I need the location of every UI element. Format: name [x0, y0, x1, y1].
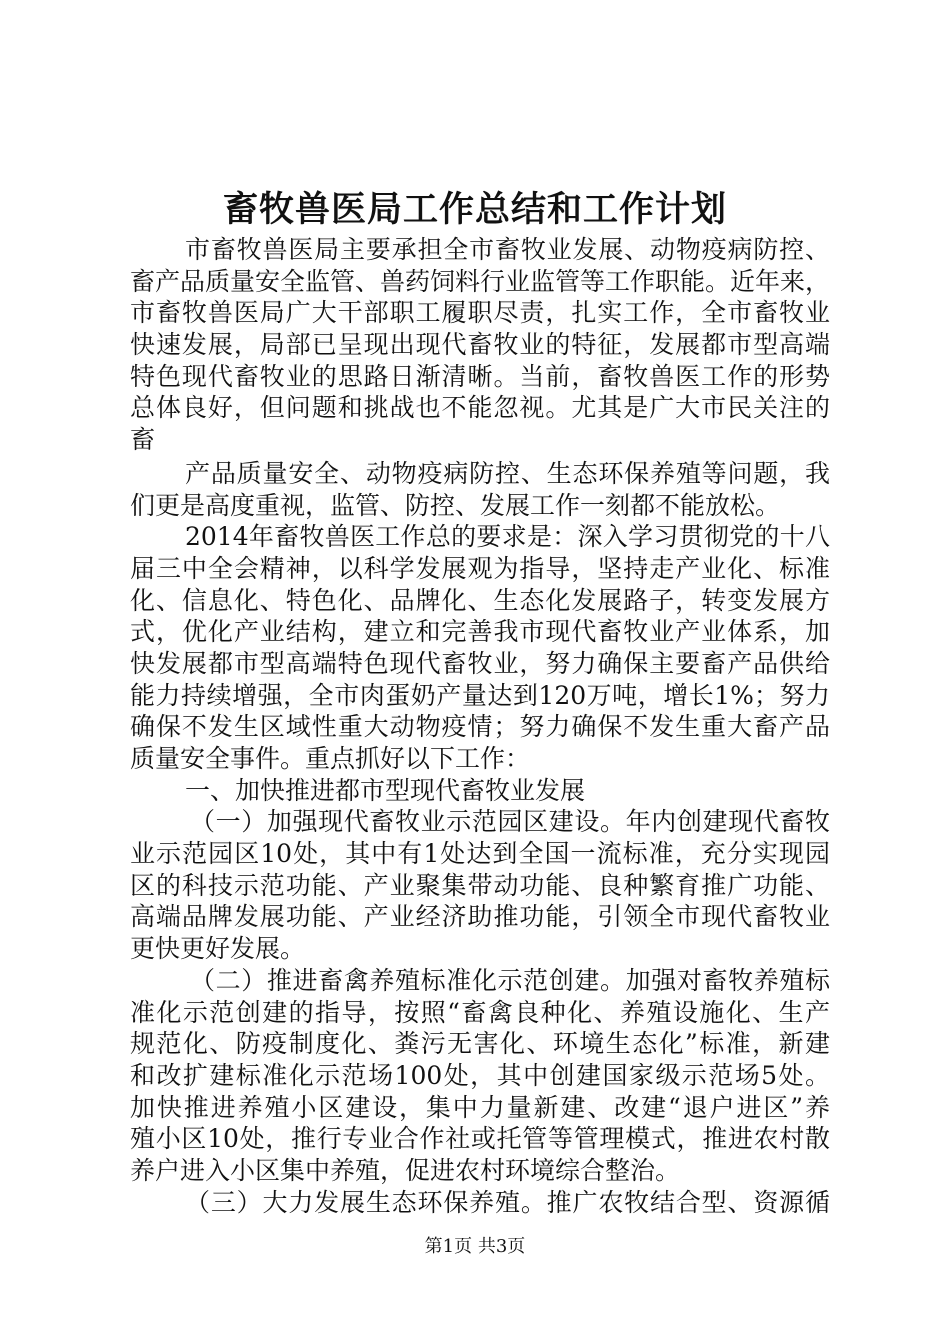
body-line: 高端品牌发展功能、产业经济助推功能，引领全市现代畜牧业	[130, 902, 830, 932]
body-line: 准化示范创建的指导，按照“畜禽良种化、养殖设施化、生产	[130, 997, 830, 1027]
body-line: 市畜牧兽医局广大干部职工履职尽责，扎实工作，全市畜牧业	[130, 298, 830, 328]
body-line: （一）加强现代畜牧业示范园区建设。年内创建现代畜牧	[190, 807, 830, 837]
body-line: 畜产品质量安全监管、兽药饲料行业监管等工作职能。近年来，	[130, 266, 831, 296]
page-number: 第1页 共3页	[424, 1236, 526, 1257]
body-line: 加快推进养殖小区建设，集中力量新建、改建“退户进区”养	[130, 1092, 830, 1122]
body-line: 殖小区10处，推行专业合作社或托管等管理模式，推进农村散	[130, 1124, 830, 1154]
body-line: 业示范园区10处，其中有1处达到全国一流标准，充分实现园	[130, 839, 830, 869]
body-line: 更快更好发展。	[130, 934, 306, 964]
body-line: （三）大力发展生态环保养殖。推广农牧结合型、资源循	[185, 1187, 830, 1217]
body-line: 们更是高度重视，监管、防控、发展工作一刻都不能放松。	[130, 490, 781, 520]
body-line: 特色现代畜牧业的思路日渐清晰。当前，畜牧兽医工作的形势	[130, 361, 830, 391]
body-line: 届三中全会精神，以科学发展观为指导，坚持走产业化、标准	[130, 553, 830, 583]
body-line: 化、信息化、特色化、品牌化、生态化发展路子，转变发展方	[130, 585, 830, 615]
body-line: 总体良好，但问题和挑战也不能忽视。尤其是广大市民关注的	[130, 393, 830, 423]
document-title: 畜牧兽医局工作总结和工作计划	[222, 189, 727, 230]
body-line: 和改扩建标准化示范场100处，其中创建国家级示范场5处。	[130, 1060, 830, 1090]
body-line: 能力持续增强，全市肉蛋奶产量达到120万吨，增长1%；努力	[130, 680, 830, 710]
body-line: 养户进入小区集中养殖，促进农村环境综合整治。	[130, 1155, 681, 1185]
section-heading: 一、加快推进都市型现代畜牧业发展	[185, 775, 586, 805]
body-line: 市畜牧兽医局主要承担全市畜牧业发展、动物疫病防控、	[185, 235, 830, 264]
body-line: 区的科技示范功能、产业聚集带动功能、良种繁育推广功能、	[130, 870, 830, 900]
body-line: 确保不发生区域性重大动物疫情；努力确保不发生重大畜产品	[130, 712, 830, 742]
document-body	[130, 234, 830, 1218]
body-line: 快发展都市型高端特色现代畜牧业，努力确保主要畜产品供给	[130, 648, 830, 678]
body-line: 规范化、防疫制度化、粪污无害化、环境生态化”标准，新建	[130, 1029, 830, 1059]
body-line: 快速发展，局部已呈现出现代畜牧业的特征，发展都市型高端	[130, 330, 830, 360]
body-line: 2014年畜牧兽医工作总的要求是：深入学习贯彻党的十八	[185, 522, 830, 552]
body-line: （二）推进畜禽养殖标准化示范创建。加强对畜牧养殖标	[190, 965, 830, 995]
body-line: 畜	[130, 425, 156, 455]
body-line: 产品质量安全、动物疫病防控、生态环保养殖等问题，我	[185, 458, 830, 488]
body-line: 式，优化产业结构，建立和完善我市现代畜牧业产业体系，加	[130, 617, 830, 647]
body-line: 质量安全事件。重点抓好以下工作：	[130, 744, 531, 773]
